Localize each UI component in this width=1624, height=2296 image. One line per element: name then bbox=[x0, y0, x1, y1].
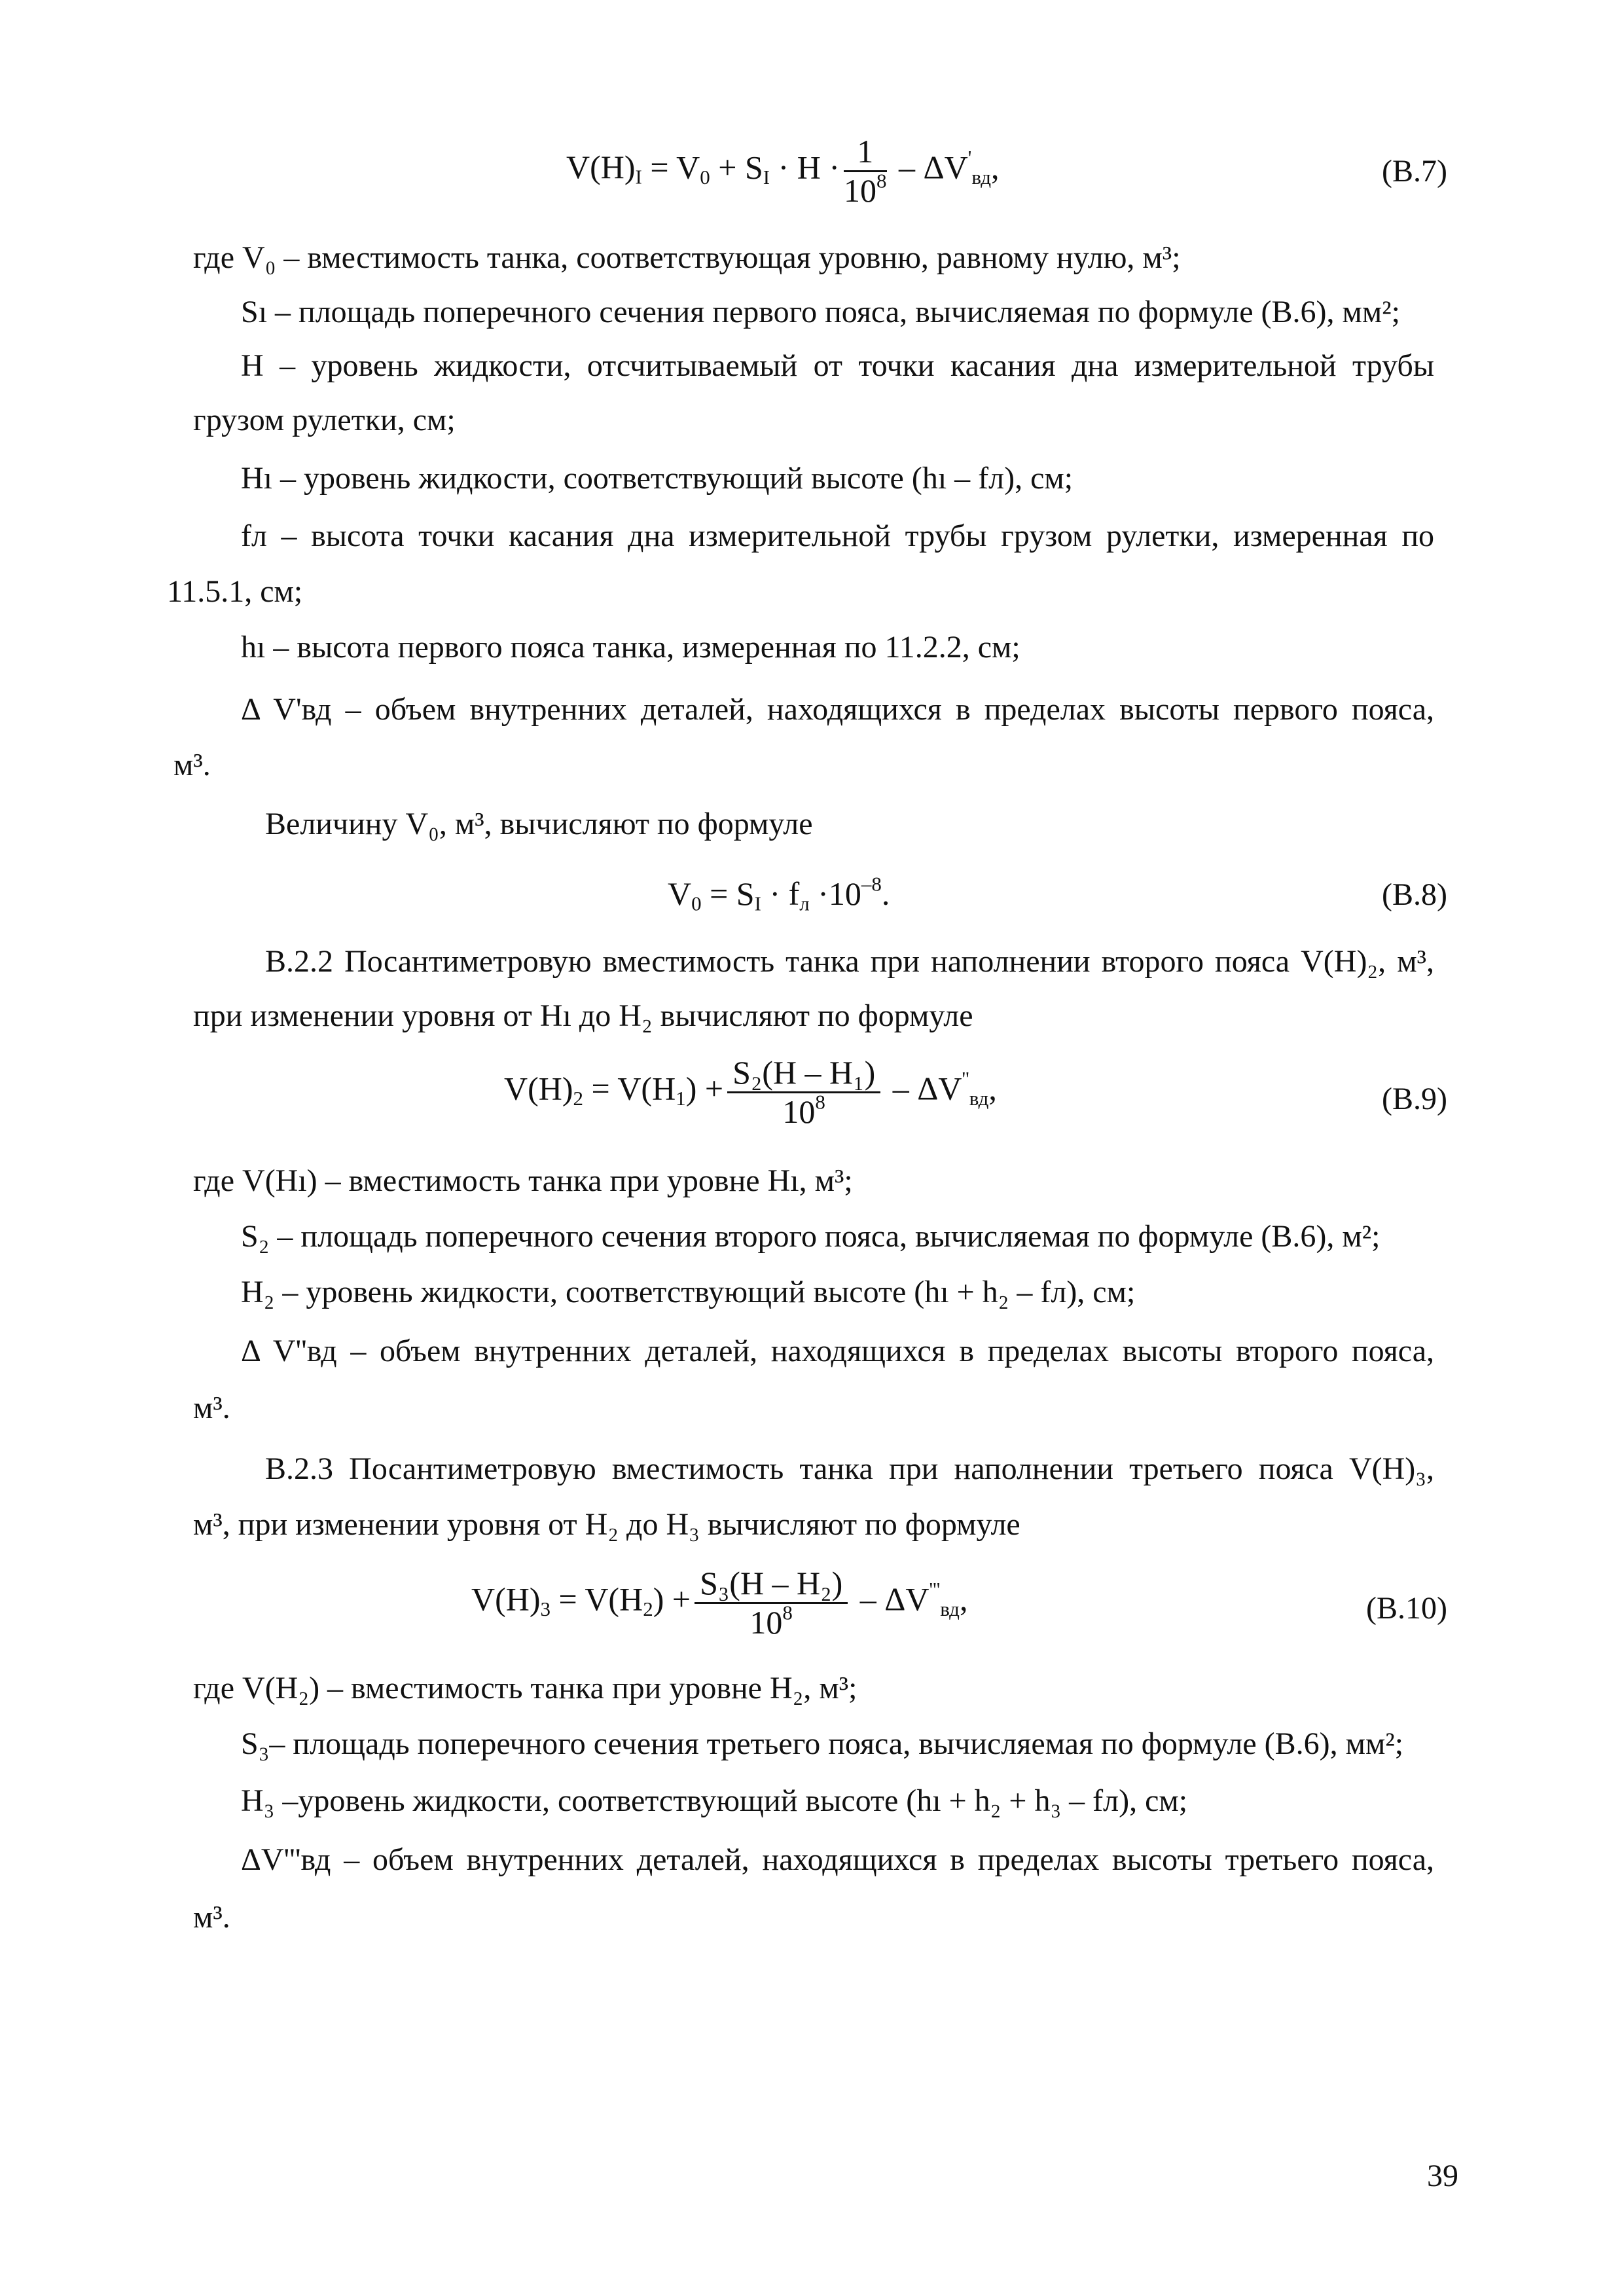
formula-b8: $V_0 = S_I \cdot f_л \cdot 10^{-8}$. bbox=[668, 872, 890, 915]
text-line: где V(Hı) – вместимость танка при уровне Hı, м³; bbox=[193, 1163, 853, 1198]
text-line: Sı – площадь поперечного сечения первого пояса, вычисляемая по формуле (В.6), мм²; bbox=[241, 295, 1400, 329]
text-line: fл – высота точки касания дна измерительной трубы грузом рулетки, измеренная по bbox=[241, 519, 1434, 553]
text-line: Hı – уровень жидкости, соответствующий высоте (hı – fл), см; bbox=[241, 461, 1074, 496]
text-line: В.2.3 Посантиметровую вместимость танка при наполнении третьего пояса V(H)₃, bbox=[265, 1451, 1434, 1486]
page-number: 39 bbox=[1427, 2159, 1458, 2193]
equation-number-b8: (В.8) bbox=[1382, 877, 1447, 912]
formula-b7-fraction: $\frac{1}{10^8}$ bbox=[844, 133, 887, 209]
text-line: м³, при изменении уровня от H₂ до H₃ вычисляют по формуле bbox=[193, 1507, 1020, 1542]
formula-b10: $V(H)_3 = V(H_2)$ + $\frac{\text{S₃(H – H₂)}}{10^8}$ – $\Delta V'''_{вд}$, bbox=[471, 1565, 968, 1641]
text-line: м³. bbox=[193, 1391, 230, 1425]
text-line: м³. bbox=[193, 1900, 230, 1935]
equation-number-b7: (В.7) bbox=[1382, 154, 1447, 189]
text-line: м³. bbox=[173, 748, 211, 782]
text-line: hı – высота первого пояса танка, измеренная по 11.2.2, см; bbox=[241, 630, 1020, 665]
formula-b9-fraction: $\frac{\text{S₂(H – H₁)}}{10^8}$ bbox=[727, 1055, 880, 1129]
equation-number-b10: (В.10) bbox=[1366, 1591, 1447, 1626]
text-line: H₃ –уровень жидкости, соответствующий высоте (hı + h₂ + h₃ – fл), см; bbox=[241, 1783, 1188, 1818]
formula-b7: $V(H)_I = V_0 + S_I \cdot H$ · $\frac{1}{10^8}$ – $\Delta V'_{вд}$, bbox=[566, 133, 1000, 209]
formula-b7-lhs: $V(H)_I$ bbox=[566, 149, 642, 189]
text-line: ΔV'''вд – объем внутренних деталей, находящихся в пределах высоты третьего пояса, bbox=[241, 1842, 1434, 1877]
formula-b10-fraction: $\frac{\text{S₃(H – H₂)}}{10^8}$ bbox=[695, 1566, 848, 1639]
text-line: H₂ – уровень жидкости, соответствующий высоте (hı + h₂ – fл), см; bbox=[241, 1275, 1136, 1309]
text-line: Величину V₀, м³, вычисляют по формуле bbox=[265, 807, 813, 841]
text-line: где V(H₂) – вместимость танка при уровне H₂, м³; bbox=[193, 1671, 857, 1705]
text-line: при изменении уровня от Hı до H₂ вычисляют по формуле bbox=[193, 998, 973, 1033]
text-line: S₂ – площадь поперечного сечения второго пояса, вычисляемая по формуле (В.6), м²; bbox=[241, 1219, 1380, 1254]
text-line: Δ V''вд – объем внутренних деталей, находящихся в пределах высоты второго пояса, bbox=[241, 1334, 1434, 1368]
formula-b9: $V(H)_2 = V(H_1)$ + $\frac{\text{S₂(H – H₁)}}{10^8}$ – $\Delta V''_{вд}$, bbox=[504, 1054, 997, 1130]
text-line: H – уровень жидкости, отсчитываемый от точки касания дна измерительной трубы bbox=[241, 348, 1434, 383]
text-line: Δ V'вд – объем внутренних деталей, находящихся в пределах высоты первого пояса, bbox=[241, 692, 1434, 727]
text-line: где V₀ – вместимость танка, соответствующая уровню, равному нулю, м³; bbox=[193, 240, 1181, 275]
text-line: S₃– площадь поперечного сечения третьего пояса, вычисляемая по формуле (В.6), мм²; bbox=[241, 1726, 1404, 1761]
text-line: В.2.2 Посантиметровую вместимость танка при наполнении второго пояса V(H)₂, м³, bbox=[265, 944, 1434, 979]
equation-number-b9: (В.9) bbox=[1382, 1082, 1447, 1116]
text-line: 11.5.1, см; bbox=[167, 574, 303, 609]
text-line: грузом рулетки, см; bbox=[193, 403, 456, 437]
